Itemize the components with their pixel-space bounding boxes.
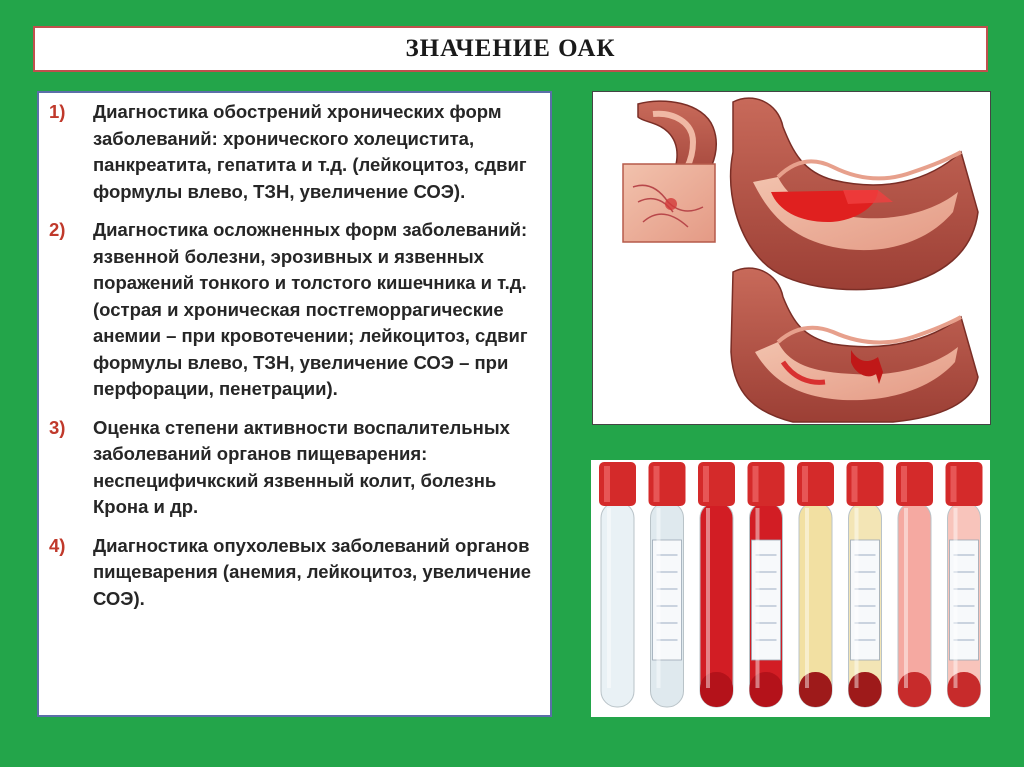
list-item [49, 415, 536, 521]
title-box [33, 26, 988, 72]
item-number: 1) [49, 101, 66, 122]
stomach-illustration [592, 91, 991, 425]
blood-tubes-svg [591, 460, 990, 717]
slide-title: ЗНАЧЕНИЕ ОАК [405, 35, 616, 62]
blood-tubes-photo [591, 460, 990, 717]
test-tube [649, 462, 686, 707]
item-number: 4) [49, 534, 66, 556]
test-tube [698, 462, 735, 707]
list-item [49, 217, 536, 403]
list-item [49, 533, 536, 613]
item-number: 2) [49, 219, 66, 240]
stomach-illustration-svg [593, 92, 990, 424]
test-tube [946, 462, 983, 707]
item-text: Оценка степени активности воспалительных заболеваний органов пищеварения: неспецифичкский язвенный колит, болезнь Крона и др. [93, 416, 510, 517]
text-panel [37, 91, 552, 717]
item-text: Диагностика обострений хронических форм заболеваний: хронического холецистита, панкреатита, гепатита и т.д. (лейкоцитоз, сдвиг формулы влево, ТЗН, увеличение СОЭ). [93, 101, 527, 202]
test-tube [748, 462, 785, 707]
list-item [49, 99, 536, 205]
item-text: Диагностика опухолевых заболеваний органов пищеварения (анемия, лейкоцитоз, увеличение СОЭ). [93, 534, 532, 609]
item-number: 3) [49, 416, 66, 438]
item-text: Диагностика осложненных форм заболеваний: язвенной болезни, эрозивных и язвенных поражений тонкого и толстого кишечника и т.д. (острая и хроническая постгеморрагические анемии – при кровотечении; лейкоцитоз, сдвиг формулы влево, ТЗН, увеличение СОЭ – при перфорации, пенетрации). [93, 219, 528, 399]
test-tube [896, 462, 933, 707]
test-tube [599, 462, 636, 707]
test-tube [797, 462, 834, 707]
test-tube [847, 462, 884, 707]
diagnostics-list [49, 99, 536, 612]
